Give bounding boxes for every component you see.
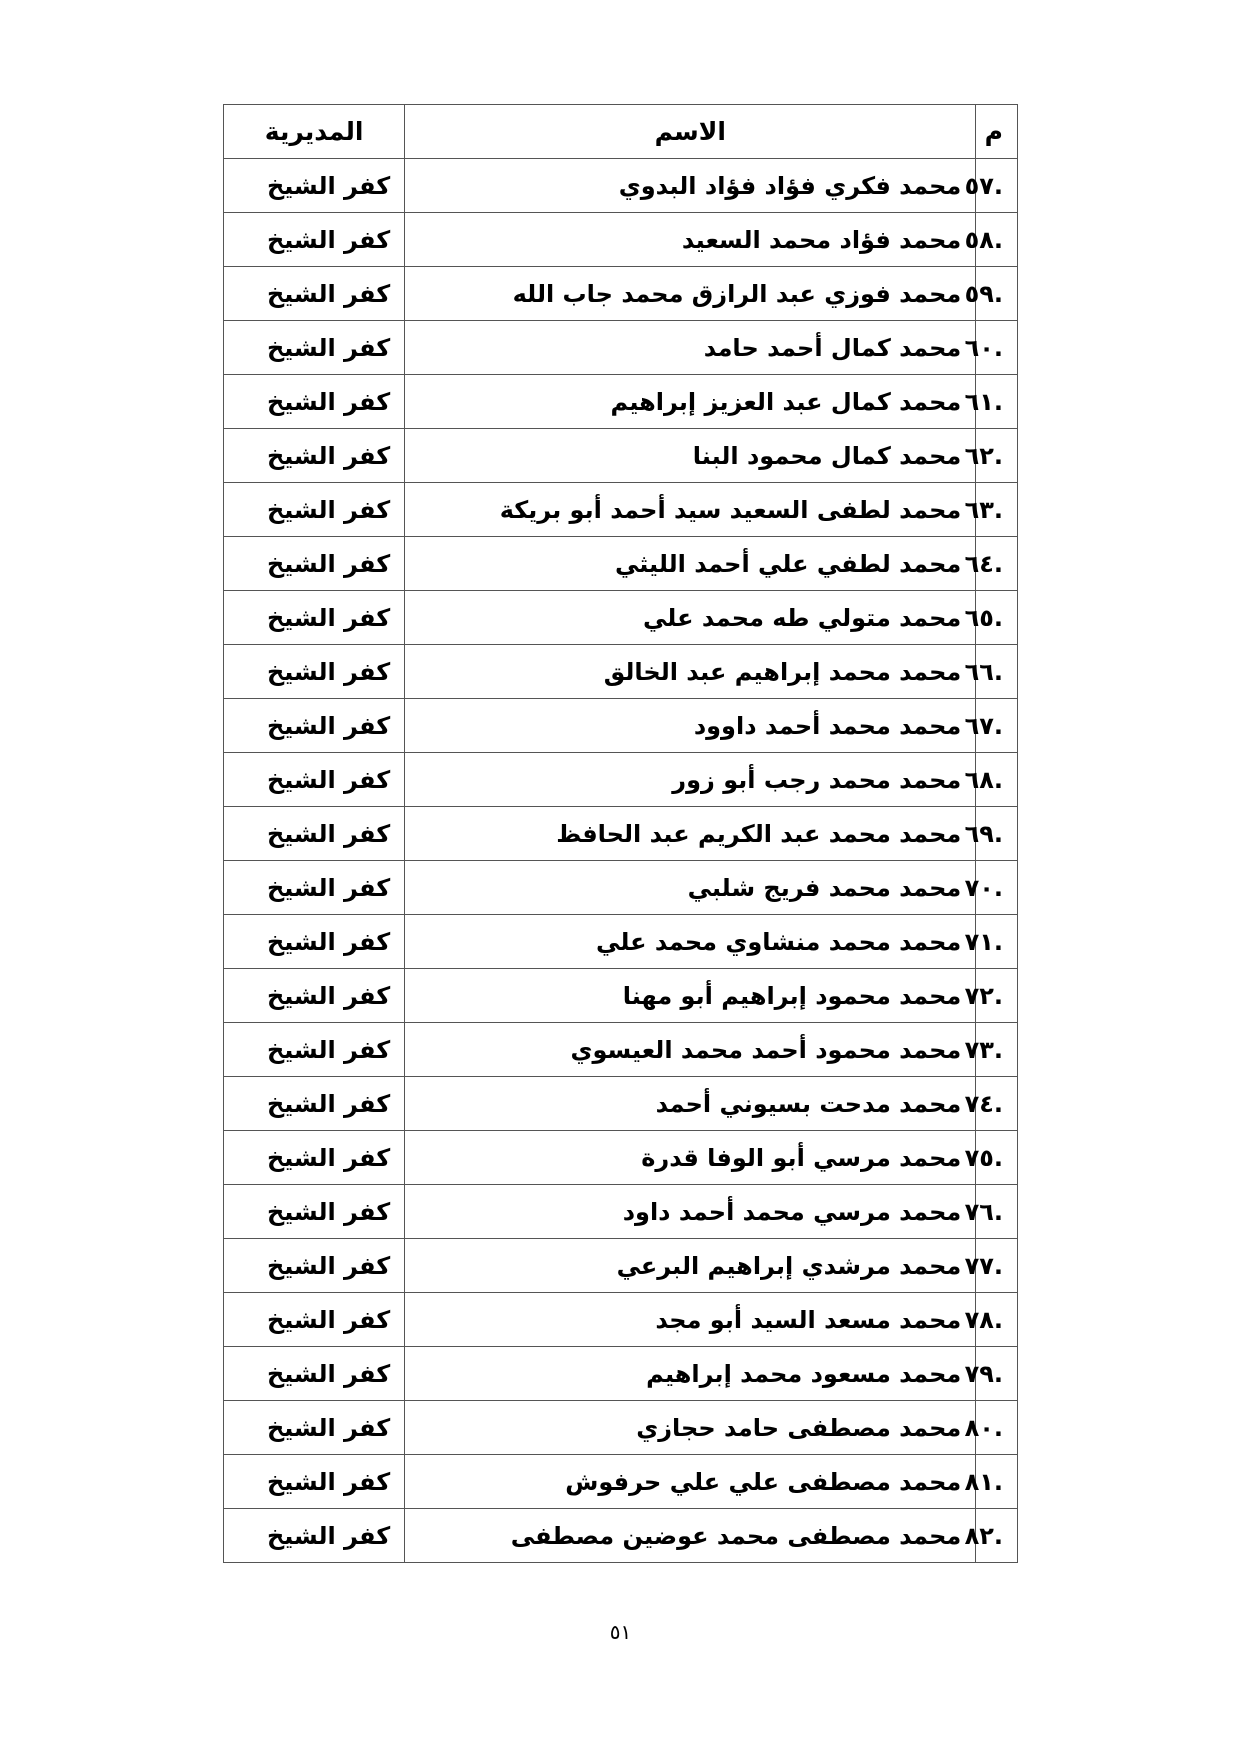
row-name: محمد فؤاد محمد السعيد — [405, 213, 976, 267]
row-name: محمد كمال أحمد حامد — [405, 321, 976, 375]
row-governorate: كفر الشيخ — [224, 483, 405, 537]
row-governorate: كفر الشيخ — [224, 861, 405, 915]
row-governorate: كفر الشيخ — [224, 159, 405, 213]
row-number: .٨١ — [976, 1455, 1018, 1509]
row-name: محمد مصطفى علي علي حرفوش — [405, 1455, 976, 1509]
row-governorate: كفر الشيخ — [224, 753, 405, 807]
table-row — [224, 375, 1018, 429]
row-governorate: كفر الشيخ — [224, 267, 405, 321]
row-governorate: كفر الشيخ — [224, 1293, 405, 1347]
table-row — [224, 1293, 1018, 1347]
table-row — [224, 1401, 1018, 1455]
row-name: محمد محمد أحمد داوود — [405, 699, 976, 753]
row-governorate: كفر الشيخ — [224, 591, 405, 645]
row-name: محمد محمد إبراهيم عبد الخالق — [405, 645, 976, 699]
row-number: .٧٨ — [976, 1293, 1018, 1347]
header-governorate: المديرية — [224, 105, 405, 159]
row-governorate: كفر الشيخ — [224, 1131, 405, 1185]
row-governorate: كفر الشيخ — [224, 1185, 405, 1239]
table-row — [224, 969, 1018, 1023]
row-number: .٥٩ — [976, 267, 1018, 321]
row-number: .٨٠ — [976, 1401, 1018, 1455]
table-row — [224, 483, 1018, 537]
row-number: .٥٨ — [976, 213, 1018, 267]
row-name: محمد مرسي محمد أحمد داود — [405, 1185, 976, 1239]
table-row — [224, 753, 1018, 807]
row-governorate: كفر الشيخ — [224, 969, 405, 1023]
row-governorate: كفر الشيخ — [224, 429, 405, 483]
table-row — [224, 1023, 1018, 1077]
table-row — [224, 1347, 1018, 1401]
row-governorate: كفر الشيخ — [224, 699, 405, 753]
row-name: محمد مسعد السيد أبو مجد — [405, 1293, 976, 1347]
table-header-row — [224, 105, 1018, 159]
row-governorate: كفر الشيخ — [224, 807, 405, 861]
table-row — [224, 321, 1018, 375]
table-row — [224, 699, 1018, 753]
row-name: محمد كمال محمود البنا — [405, 429, 976, 483]
row-governorate: كفر الشيخ — [224, 1347, 405, 1401]
table-row — [224, 861, 1018, 915]
row-name: محمد لطفي علي أحمد الليثي — [405, 537, 976, 591]
row-name: محمد فكري فؤاد فؤاد البدوي — [405, 159, 976, 213]
table-row — [224, 645, 1018, 699]
row-number: .٧١ — [976, 915, 1018, 969]
table-row — [224, 537, 1018, 591]
row-name: محمد مسعود محمد إبراهيم — [405, 1347, 976, 1401]
row-name: محمد محمد عبد الكريم عبد الحافظ — [405, 807, 976, 861]
row-number: .٦٣ — [976, 483, 1018, 537]
row-number: .٧٥ — [976, 1131, 1018, 1185]
row-name: محمد محمد منشاوي محمد علي — [405, 915, 976, 969]
row-number: .٧٩ — [976, 1347, 1018, 1401]
row-governorate: كفر الشيخ — [224, 1023, 405, 1077]
row-governorate: كفر الشيخ — [224, 1077, 405, 1131]
row-governorate: كفر الشيخ — [224, 537, 405, 591]
row-name: محمد لطفى السعيد سيد أحمد أبو بريكة — [405, 483, 976, 537]
row-number: .٦٧ — [976, 699, 1018, 753]
row-name: محمد محمد فريج شلبي — [405, 861, 976, 915]
row-number: .٦٠ — [976, 321, 1018, 375]
table-row — [224, 429, 1018, 483]
row-number: .٧٦ — [976, 1185, 1018, 1239]
row-number: .٦٢ — [976, 429, 1018, 483]
table-row — [224, 1131, 1018, 1185]
row-name: محمد مرسي أبو الوفا قدرة — [405, 1131, 976, 1185]
row-number: .٨٢ — [976, 1509, 1018, 1563]
header-name: الاسم — [405, 105, 976, 159]
row-number: .٧٢ — [976, 969, 1018, 1023]
row-number: .٧٤ — [976, 1077, 1018, 1131]
row-number: .٦٤ — [976, 537, 1018, 591]
row-governorate: كفر الشيخ — [224, 375, 405, 429]
row-name: محمد كمال عبد العزيز إبراهيم — [405, 375, 976, 429]
table-row — [224, 915, 1018, 969]
row-number: .٦٨ — [976, 753, 1018, 807]
table-row — [224, 1455, 1018, 1509]
page-number: ٥١ — [609, 1620, 632, 1644]
row-name: محمد مدحت بسيوني أحمد — [405, 1077, 976, 1131]
row-number: .٧٣ — [976, 1023, 1018, 1077]
row-governorate: كفر الشيخ — [224, 645, 405, 699]
header-number: م — [976, 105, 1018, 159]
row-governorate: كفر الشيخ — [224, 321, 405, 375]
row-number: .٦٦ — [976, 645, 1018, 699]
table-row — [224, 1239, 1018, 1293]
row-number: .٦٥ — [976, 591, 1018, 645]
row-number: .٦١ — [976, 375, 1018, 429]
row-name: محمد مصطفى محمد عوضين مصطفى — [405, 1509, 976, 1563]
names-table — [223, 104, 1018, 1563]
row-number: .٥٧ — [976, 159, 1018, 213]
table-row — [224, 1509, 1018, 1563]
row-number: .٦٩ — [976, 807, 1018, 861]
row-name: محمد مصطفى حامد حجازي — [405, 1401, 976, 1455]
table-row — [224, 1077, 1018, 1131]
table-row — [224, 159, 1018, 213]
row-governorate: كفر الشيخ — [224, 1401, 405, 1455]
row-name: محمد فوزي عبد الرازق محمد جاب الله — [405, 267, 976, 321]
table-row — [224, 591, 1018, 645]
row-number: .٧٧ — [976, 1239, 1018, 1293]
row-governorate: كفر الشيخ — [224, 1509, 405, 1563]
row-name: محمد محمد رجب أبو زور — [405, 753, 976, 807]
row-governorate: كفر الشيخ — [224, 915, 405, 969]
row-name: محمد محمود أحمد محمد العيسوي — [405, 1023, 976, 1077]
row-governorate: كفر الشيخ — [224, 213, 405, 267]
row-name: محمد متولي طه محمد علي — [405, 591, 976, 645]
table-row — [224, 213, 1018, 267]
row-governorate: كفر الشيخ — [224, 1455, 405, 1509]
table-row — [224, 267, 1018, 321]
row-number: .٧٠ — [976, 861, 1018, 915]
row-name: محمد محمود إبراهيم أبو مهنا — [405, 969, 976, 1023]
table-row — [224, 1185, 1018, 1239]
row-name: محمد مرشدي إبراهيم البرعي — [405, 1239, 976, 1293]
row-governorate: كفر الشيخ — [224, 1239, 405, 1293]
table-row — [224, 807, 1018, 861]
